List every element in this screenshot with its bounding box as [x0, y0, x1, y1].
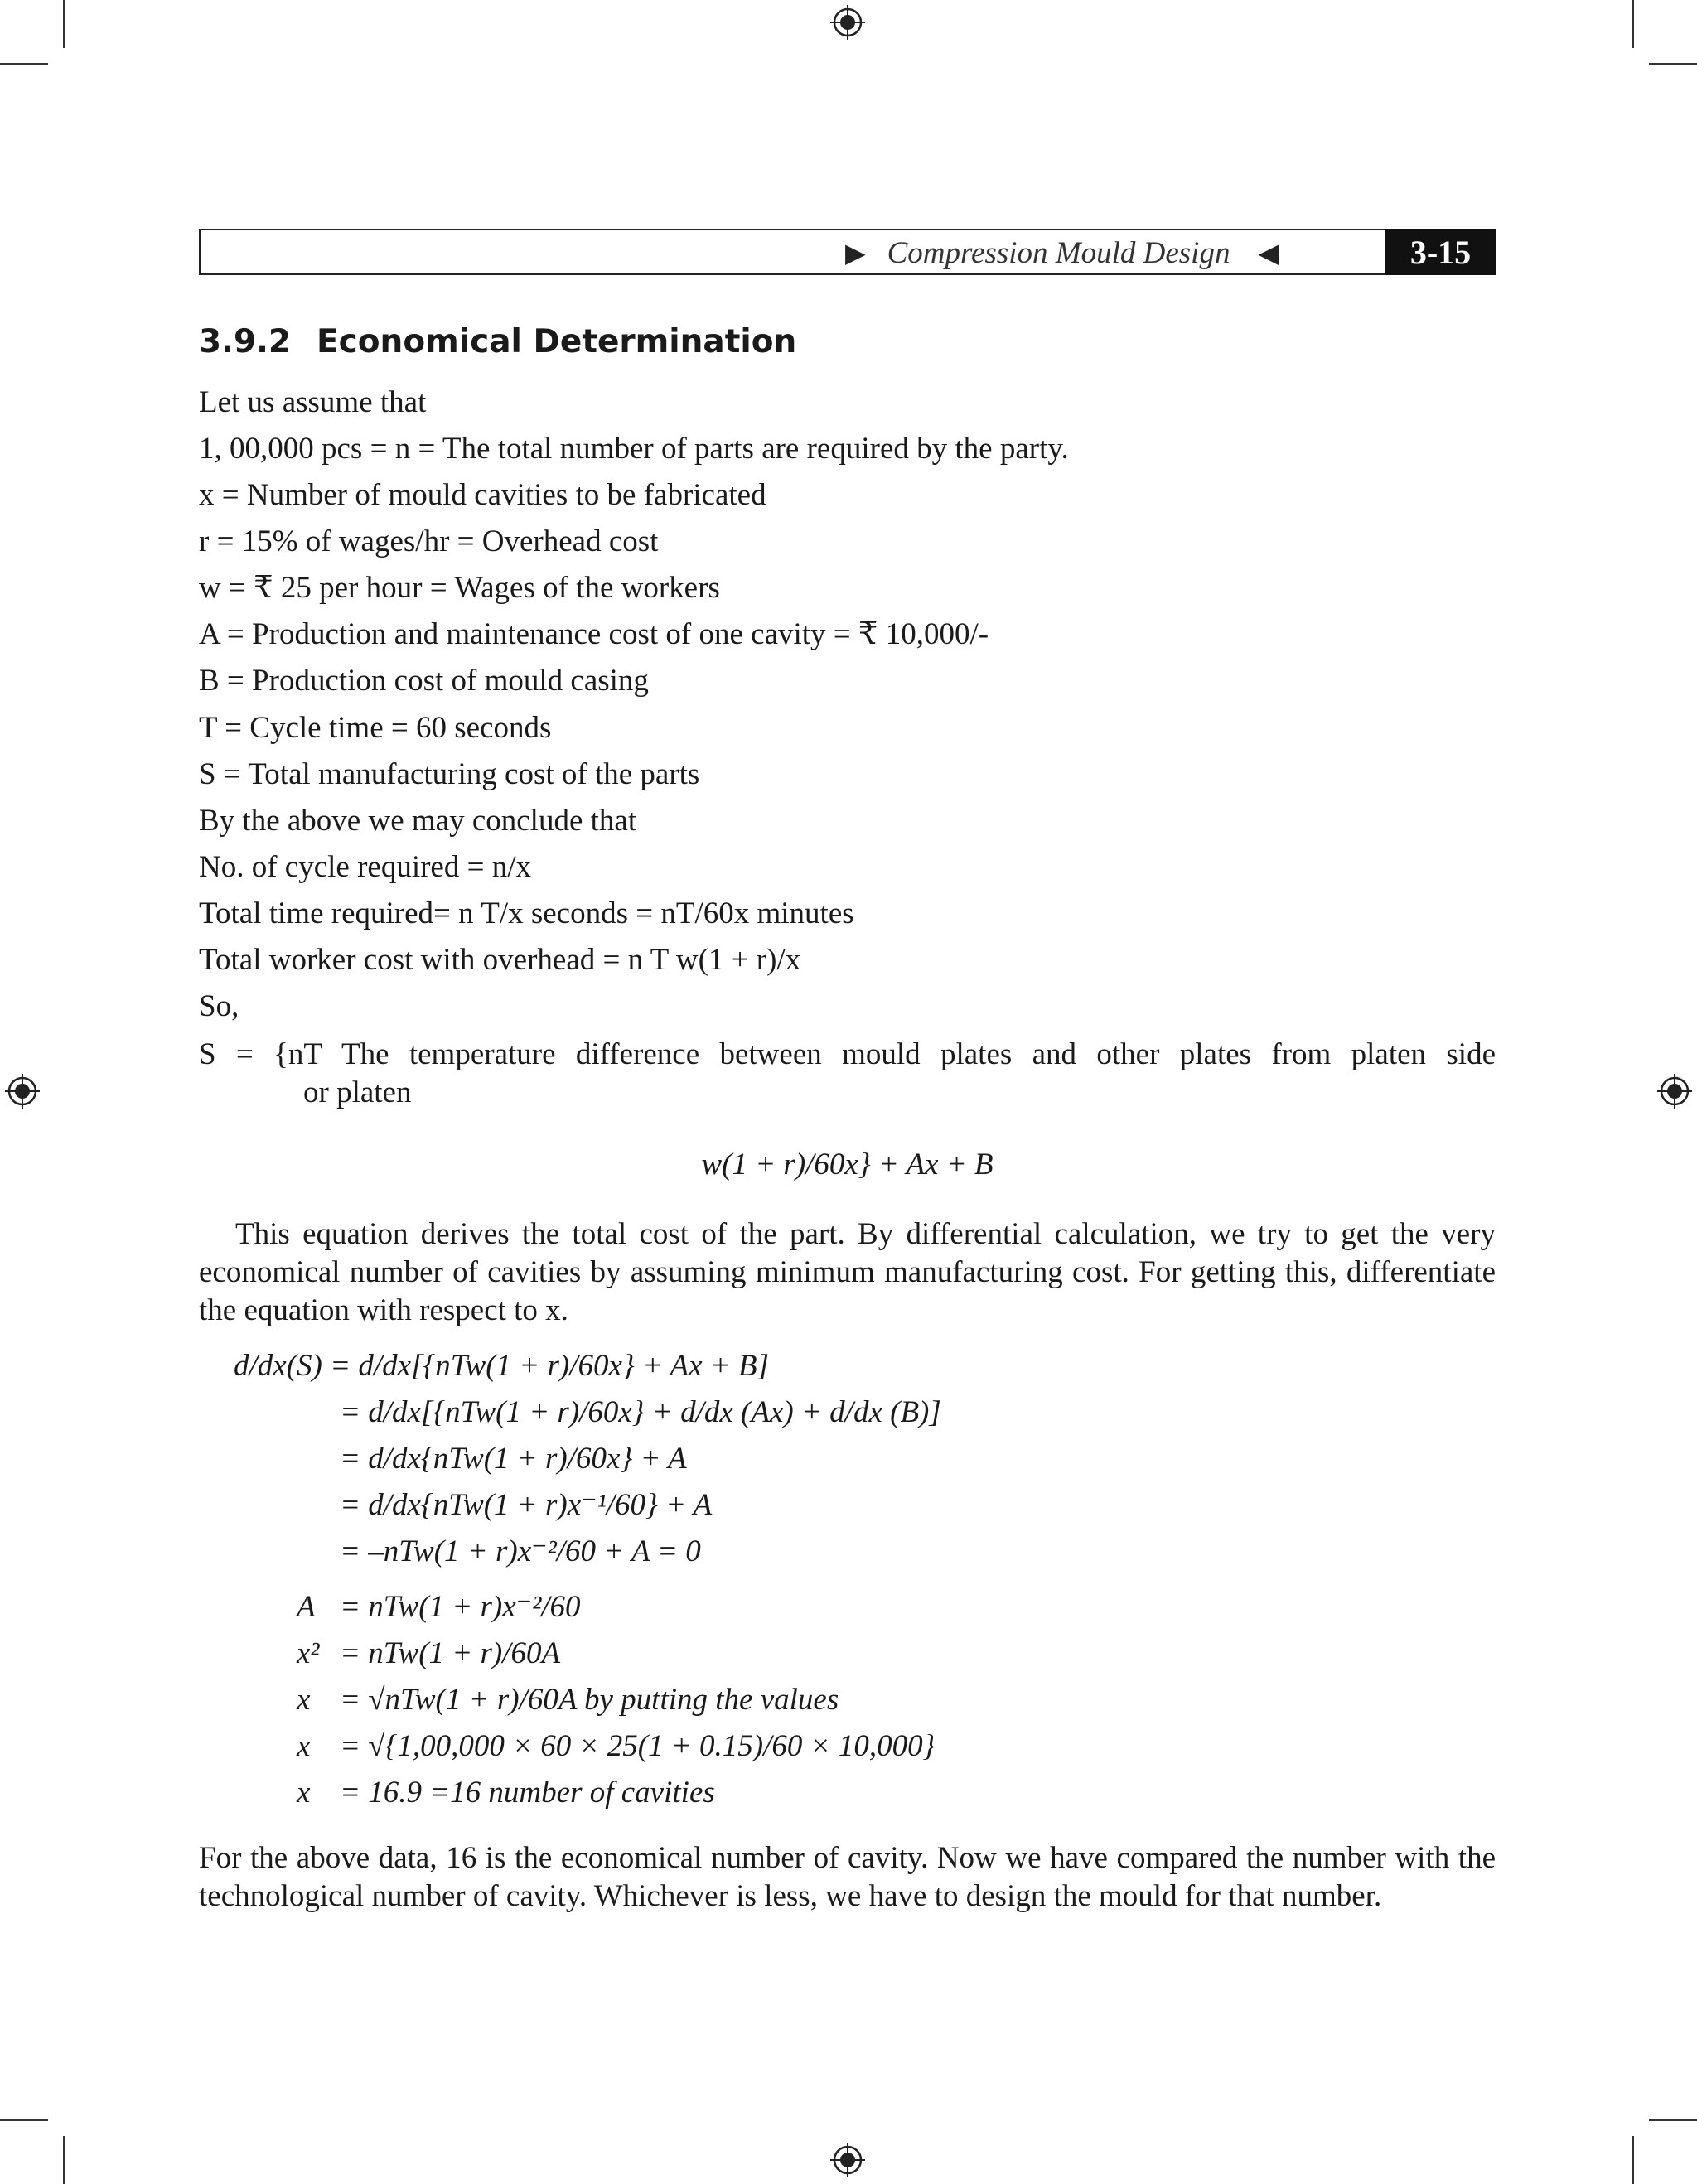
solution-lhs: x [297, 1683, 311, 1717]
right-arrow-icon: ▶ [845, 238, 866, 268]
text-line: No. of cycle required = n/x [199, 850, 532, 884]
text-line: r = 15% of wages/hr = Overhead cost [199, 524, 659, 558]
running-title-text: Compression Mould Design [887, 235, 1230, 270]
crop-mark [1632, 2136, 1634, 2184]
text-line: T = Cycle time = 60 seconds [199, 711, 552, 745]
left-arrow-icon: ◀ [1258, 238, 1279, 268]
section-title: Economical Determination [317, 323, 797, 360]
registration-mark-icon [5, 1074, 40, 1109]
solution-lhs: A [297, 1590, 316, 1624]
running-title [845, 232, 1375, 273]
registration-mark-icon [830, 2143, 865, 2177]
solution-lhs: x² [297, 1636, 320, 1670]
derivation-line: = d/dx{nTw(1 + r)x⁻¹/60} + A [340, 1488, 713, 1522]
crop-mark [1649, 2119, 1697, 2121]
derivation-line: = d/dx{nTw(1 + r)/60x} + A [340, 1442, 687, 1476]
crop-mark [63, 0, 65, 48]
section-number: 3.9.2 [199, 323, 292, 360]
text-line: Total time required= n T/x seconds = nT/60x minutes [199, 896, 854, 930]
page-number: 3-15 [1385, 229, 1496, 275]
solution-rhs: = √{1,00,000 × 60 × 25(1 + 0.15)/60 × 10,000} [340, 1729, 936, 1763]
text-line: Let us assume that [199, 385, 427, 419]
text-line: 1, 00,000 pcs = n = The total number of parts are required by the party. [199, 432, 1069, 466]
derivation-line: = d/dx[{nTw(1 + r)/60x} + d/dx (Ax) + d/dx (B)] [340, 1395, 941, 1429]
crop-mark [0, 2119, 48, 2121]
paragraph-text: This equation derives the total cost of the part. By differential calculation, we try to get the very economical number of cavities by assuming minimum manufacturing cost. For getting this, differentiate the equation with respect to x. [199, 1217, 1496, 1327]
solution-rhs: = √nTw(1 + r)/60A by putting the values [340, 1683, 839, 1717]
text-line: A = Production and maintenance cost of one cavity = ₹ 10,000/- [199, 617, 989, 651]
text-line: x = Number of mould cavities to be fabricated [199, 478, 766, 512]
registration-mark-icon [1657, 1074, 1692, 1109]
registration-mark-icon [830, 5, 865, 40]
text-line: B = Production cost of mould casing [199, 664, 649, 698]
text-line: Total worker cost with overhead = n T w(1 + r)/x [199, 943, 801, 977]
solution-lhs: x [297, 1776, 311, 1810]
cost-equation-continuation: or platen [303, 1075, 412, 1109]
cost-equation-centered: w(1 + r)/60x} + Ax + B [701, 1148, 994, 1181]
text-line: By the above we may conclude that [199, 804, 637, 838]
derivation-line: = –nTw(1 + r)x⁻²/60 + A = 0 [340, 1534, 701, 1568]
solution-rhs: = 16.9 =16 number of cavities [340, 1776, 715, 1810]
text-line: S = Total manufacturing cost of the parts [199, 757, 700, 791]
text-line: So, [199, 989, 239, 1023]
section-heading [199, 323, 796, 360]
crop-mark [0, 63, 48, 65]
crop-mark [63, 2136, 65, 2184]
solution-rhs: = nTw(1 + r)/60A [340, 1636, 561, 1670]
crop-mark [1649, 63, 1697, 65]
cost-equation-line: S = {nT The temperature difference between mould plates and other plates from platen side [199, 1037, 1496, 1071]
paragraph [199, 1215, 1496, 1330]
solution-lhs: x [297, 1729, 311, 1763]
crop-mark [1632, 0, 1634, 48]
paragraph: For the above data, 16 is the economical number of cavity. Now we have compared the number with the technological number of cavity. Whichever is less, we have to design the mould for that number. [199, 1841, 1496, 1913]
text-line: w = ₹ 25 per hour = Wages of the workers [199, 571, 720, 605]
solution-rhs: = nTw(1 + r)x⁻²/60 [340, 1590, 581, 1624]
derivation-line: d/dx(S) = d/dx[{nTw(1 + r)/60x} + Ax + B] [234, 1349, 770, 1383]
